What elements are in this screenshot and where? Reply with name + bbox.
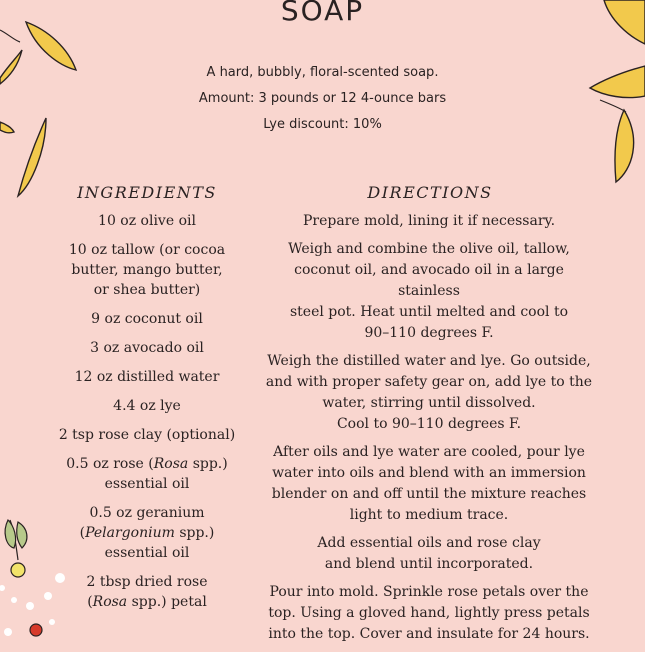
- direction-step: Pour into mold. Sprinkle rose petals over the top. Using a gloved hand, lightly press petals into the top. Cover and insulate for 24 hours.: [268, 584, 590, 642]
- ingredient-item: 4.4 oz lye: [113, 398, 181, 414]
- recipe-intro: [0, 60, 645, 138]
- direction-step: Weigh and combine the olive oil, tallow, coconut oil, and avocado oil in a large stainless steel pot. Heat until melted and cool to 90–110 degrees F.: [288, 241, 570, 341]
- lye-discount: Lye discount: 10%: [263, 117, 382, 132]
- amount: Amount: 3 pounds or 12 4-ounce bars: [198, 91, 447, 106]
- ingredient-item: 10 oz tallow (or cocoa butter, mango butter, or shea butter): [68, 242, 226, 298]
- directions-list: [262, 211, 596, 652]
- ingredients-heading: INGREDIENTS: [77, 183, 217, 202]
- directions-heading: DIRECTIONS: [367, 183, 493, 202]
- ingredient-item: 12 oz distilled water: [74, 369, 220, 385]
- ingredient-item: 2 tsp rose clay (optional): [58, 427, 236, 443]
- ingredients-list: [52, 211, 242, 621]
- ingredient-item: 0.5 oz rose (Rosa spp.) essential oil: [66, 456, 228, 492]
- ingredient-item: 2 tbsp dried rose (Rosa spp.) petal: [86, 574, 208, 610]
- direction-step: Prepare mold, lining it if necessary.: [302, 213, 556, 229]
- ingredient-item: 0.5 oz geranium (Pelargonium spp.) essential oil: [79, 505, 215, 561]
- ingredient-item: 3 oz avocado oil: [90, 340, 204, 356]
- direction-step: After oils and lye water are cooled, pour lye water into oils and blend with an immersion blender on and off until the mixture reaches light to medium trace.: [271, 444, 587, 523]
- description: A hard, bubbly, floral-scented soap.: [206, 65, 439, 80]
- ingredient-item: 10 oz olive oil: [98, 213, 196, 229]
- ingredient-item: 9 oz coconut oil: [91, 311, 203, 327]
- direction-step: Add essential oils and rose clay and blend until incorporated.: [317, 535, 541, 572]
- page-title: SOAP: [280, 0, 365, 27]
- direction-step: Weigh the distilled water and lye. Go outside, and with proper safety gear on, add lye to the water, stirring until dissolved. Cool to 90–110 degrees F.: [265, 353, 593, 432]
